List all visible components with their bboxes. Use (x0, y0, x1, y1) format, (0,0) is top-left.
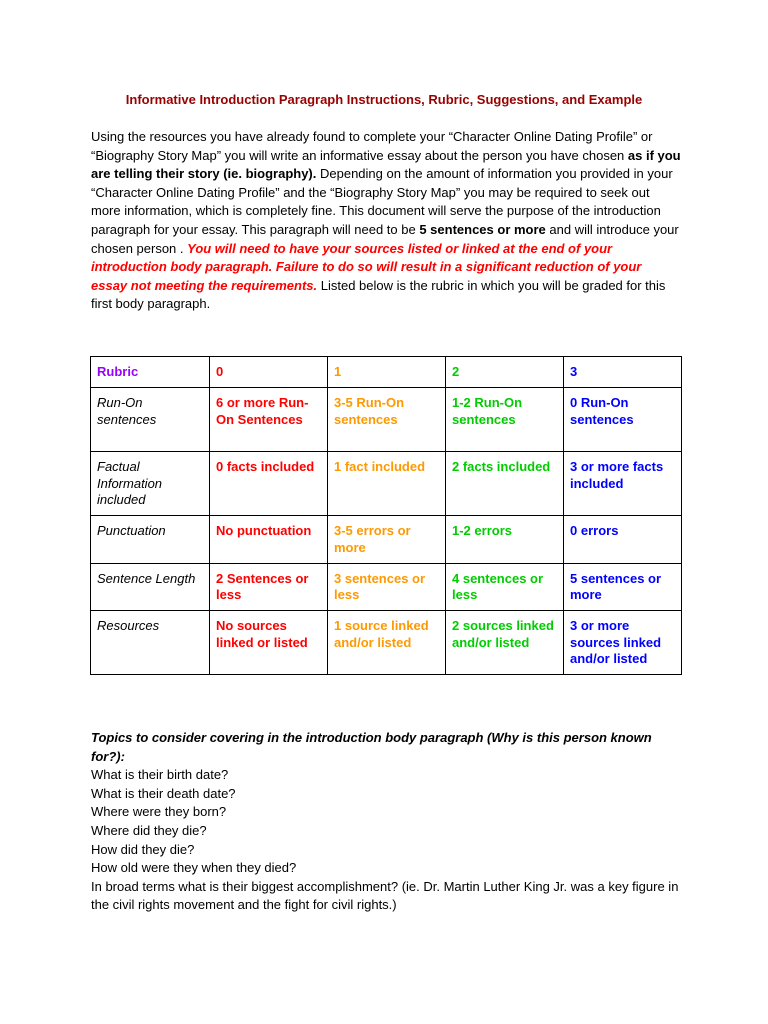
rubric-row-label: Punctuation (91, 516, 210, 564)
intro-text-3: and will introduce your chosen person . (91, 221, 679, 256)
rubric-cell: 2 sources linked and/or listed (446, 611, 564, 675)
intro-warning: You will need to have your sources listed or linked at the end of your introduction body paragraph. Failure to do so will result in a significant reduction of your essay not meeting the requirements. (91, 240, 642, 293)
rubric-cell: 3-5 Run-On sentences (328, 388, 446, 452)
rubric-cell: 2 facts included (446, 452, 564, 516)
rubric-row (91, 611, 682, 675)
topic-question: What is their death date? (91, 785, 236, 801)
rubric-cell: 2 Sentences or less (210, 563, 328, 611)
rubric-row (91, 563, 682, 611)
topic-question: What is their birth date? (91, 767, 229, 783)
intro-bold-1: as if you are telling their story (ie. biography). (91, 147, 681, 182)
rubric-header-2: 2 (446, 357, 564, 388)
rubric-table (90, 356, 682, 675)
rubric-row (91, 452, 682, 516)
rubric-row-label: Run-On sentences (91, 388, 210, 452)
rubric-cell: 3-5 errors or more (328, 516, 446, 564)
topics-section (91, 729, 681, 915)
rubric-cell: 3 or more facts included (564, 452, 682, 516)
topic-question: How did they die? (91, 841, 195, 857)
rubric-row-label: Resources (91, 611, 210, 675)
rubric-cell: No punctuation (210, 516, 328, 564)
rubric-cell: 6 or more Run-On Sentences (210, 388, 328, 452)
rubric-header-label: Rubric (91, 357, 210, 388)
topic-question: In broad terms what is their biggest accomplishment? (ie. Dr. Martin Luther King Jr. was a key figure in the civil rights movement and the fight for civil rights.) (91, 878, 679, 913)
rubric-row-label: Factual Information included (91, 452, 210, 516)
rubric-cell: 5 sentences or more (564, 563, 682, 611)
intro-bold-2: 5 sentences or more (419, 221, 546, 237)
intro-text-1: Using the resources you have already found to complete your “Character Online Dating Profile” or “Biography Story Map” you will write an informative essay about the person you have chosen (91, 129, 653, 163)
rubric-cell: 1-2 errors (446, 516, 564, 564)
rubric-row (91, 516, 682, 564)
document-title: Informative Introduction Paragraph Instructions, Rubric, Suggestions, and Example (125, 92, 643, 107)
rubric-header-3: 3 (564, 357, 682, 388)
rubric-header-1: 1 (328, 357, 446, 388)
topics-heading: Topics to consider covering in the introduction body paragraph (Why is this person known for?): (91, 730, 652, 764)
rubric-row-label: Sentence Length (91, 563, 210, 611)
rubric-cell: 4 sentences or less (446, 563, 564, 611)
intro-paragraph (91, 128, 681, 314)
rubric-cell: 1-2 Run-On sentences (446, 388, 564, 452)
rubric-cell: 0 errors (564, 516, 682, 564)
rubric-header-row (91, 357, 682, 388)
intro-text-4: Listed below is the rubric in which you will be graded for this first body paragraph. (91, 277, 666, 312)
topic-question: Where were they born? (91, 804, 227, 820)
rubric-cell: 1 fact included (328, 452, 446, 516)
topic-question: Where did they die? (91, 822, 207, 838)
rubric-row (91, 388, 682, 452)
rubric-cell: 3 or more sources linked and/or listed (564, 611, 682, 675)
intro-text-2: Depending on the amount of information you provided in your “Character Online Dating Profile” and the “Biography Story Map” you may be required to seek out more information, which is completely fine. This document will serve the purpose of the introduction paragraph for your essay. This paragraph will need to be (91, 166, 673, 237)
rubric-cell: 0 Run-On sentences (564, 388, 682, 452)
rubric-cell: 1 source linked and/or listed (328, 611, 446, 675)
rubric-header-0: 0 (210, 357, 328, 388)
rubric-cell: No sources linked or listed (210, 611, 328, 675)
rubric-cell: 0 facts included (210, 452, 328, 516)
topic-question: How old were they when they died? (91, 860, 297, 876)
rubric-cell: 3 sentences or less (328, 563, 446, 611)
